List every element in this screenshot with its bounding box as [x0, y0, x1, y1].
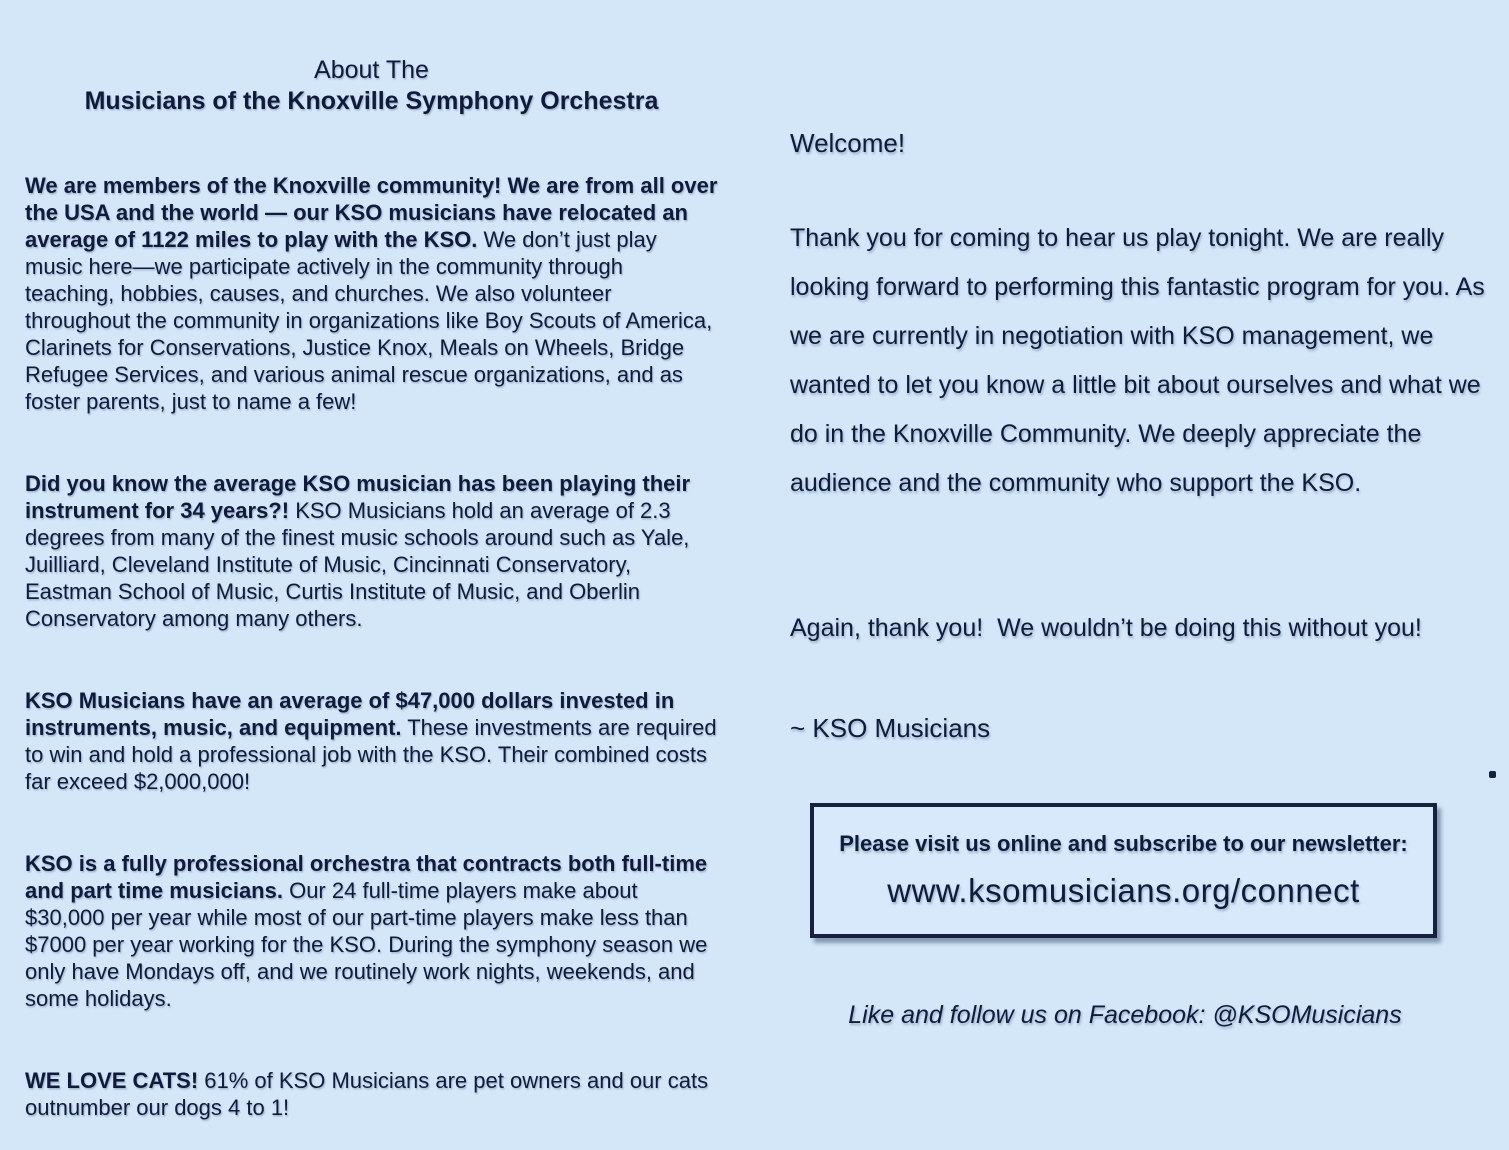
facebook-follow-line: Like and follow us on Facebook: @KSOMusicians — [848, 1001, 1402, 1029]
paragraph-community-lead: We are members of the Knoxville community! We are from all over the USA and the world — our KSO musicians have relocated an average of 1122 miles to play with the KSO. — [25, 173, 718, 252]
paragraph-cats — [25, 1067, 718, 1121]
paragraph-cats-lead: WE LOVE CATS! — [25, 1068, 199, 1093]
welcome-heading: Welcome! — [790, 128, 906, 158]
again-thank-you-line: Again, thank you! We wouldn’t be doing this without you! — [790, 614, 1422, 642]
paragraph-professional-body: Our 24 full-time players make about $30,000 per year while most of our part-time players make less than $7000 per year working for the KSO. During the symphony season we only have Mondays off, and we routinely work nights, weekends, and some holidays. — [25, 878, 708, 1011]
newsletter-box — [810, 803, 1437, 938]
paragraph-professional-lead: KSO is a fully professional orchestra that contracts both full-time and part time musicians. — [25, 851, 708, 903]
newsletter-prompt: Please visit us online and subscribe to our newsletter: — [839, 831, 1408, 856]
paragraph-experience-lead: Did you know the average KSO musician has been playing their instrument for 34 years?! — [25, 471, 691, 523]
paragraph-community — [25, 172, 718, 415]
paragraph-professional — [25, 850, 718, 1012]
paragraph-experience-body: KSO Musicians hold an average of 2.3 degrees from many of the finest music schools around such as Yale, Juilliard, Cleveland Institute of Music, Cincinnati Conservatory, Eastman School of Music, Curtis Institute of Music, and Oberlin Conservatory among many others. — [25, 498, 690, 631]
paragraph-cats-body: 61% of KSO Musicians are pet owners and our cats outnumber our dogs 4 to 1! — [25, 1068, 709, 1120]
title-line-orchestra: Musicians of the Knoxville Symphony Orchestra — [84, 87, 659, 115]
paragraph-community-body: We don’t just play music here—we participate actively in the community through teaching, hobbies, causes, and churches. We also volunteer throughout the community in organizations like Boy Scouts of America, Clarinets for Conservations, Justice Knox, Meals on Wheels, Bridge Refugee Services, and various animal rescue organizations, and as foster parents, just to name a few! — [25, 227, 713, 414]
paragraph-experience — [25, 470, 718, 632]
about-section — [25, 55, 718, 1121]
thank-you-paragraph: Thank you for coming to hear us play tonight. We are really looking forward to performing this fantastic program for you. As we are currently in negotiation with KSO management, we wanted to let you know a little bit about ourselves and what we do in the Knoxville Community. We deeply appreciate the audience and the community who support the KSO. — [790, 224, 1485, 497]
newsletter-url-link[interactable]: www.ksomusicians.org/connect — [887, 872, 1360, 909]
paragraph-investment-lead: KSO Musicians have an average of $47,000 dollars invested in instruments, music, and equipment. — [25, 688, 675, 740]
signature-line: ~ KSO Musicians — [790, 713, 991, 743]
paragraph-investment-body: These investments are required to win and hold a professional job with the KSO. Their combined costs far exceed $2,000,000! — [25, 715, 717, 794]
stray-period-dot — [1489, 771, 1496, 778]
section-title — [25, 55, 718, 117]
paragraph-investment — [25, 687, 718, 795]
title-line-about: About The — [314, 56, 429, 84]
